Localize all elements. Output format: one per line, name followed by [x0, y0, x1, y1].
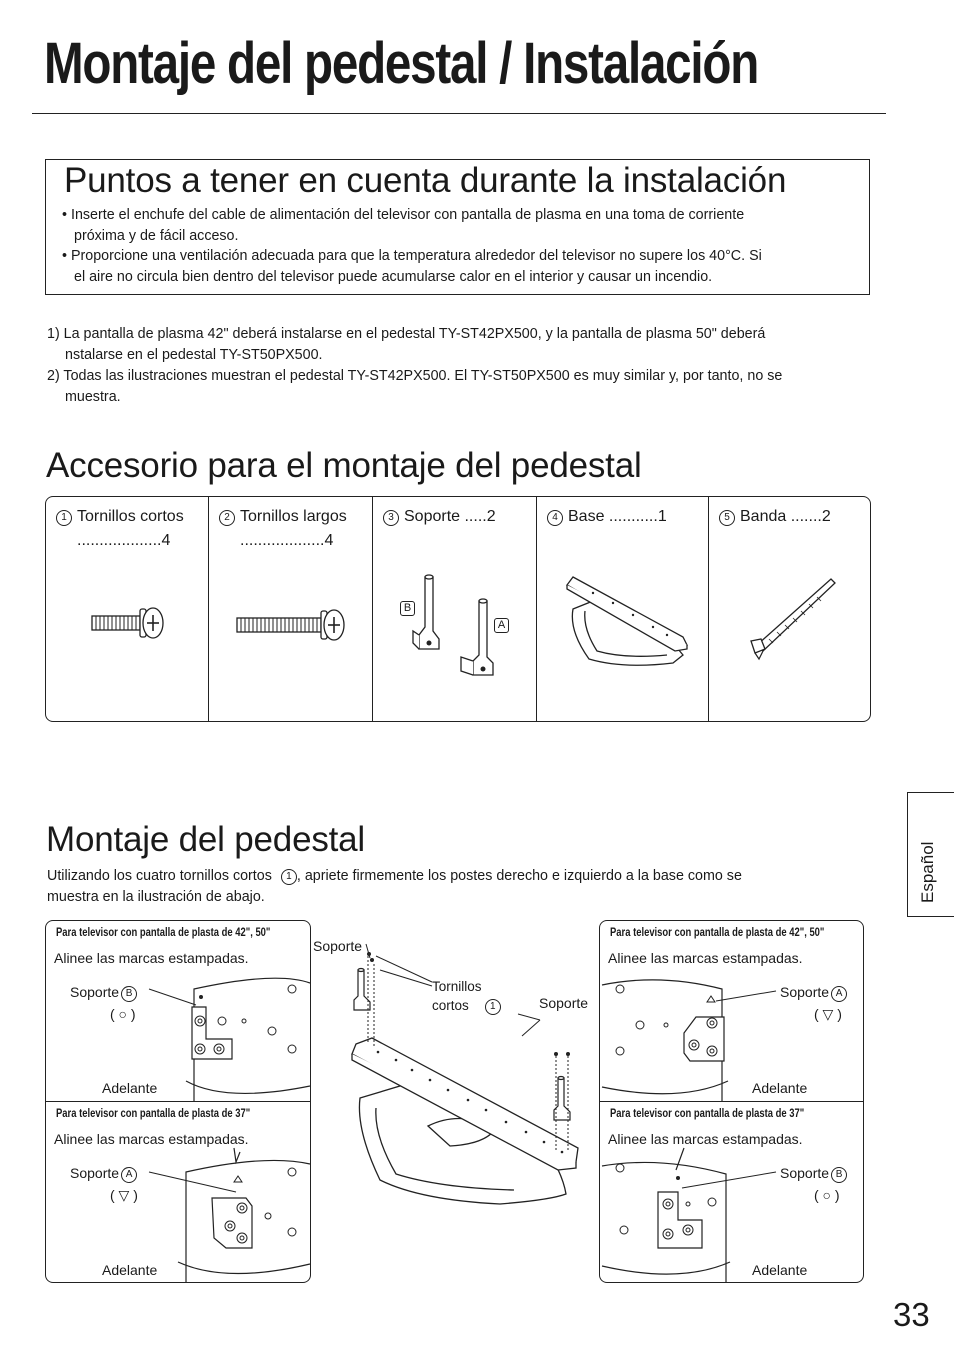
soporte-label: Soporte A [780, 984, 852, 1002]
inset-title: Para televisor con pantalla de plasta de 42", 50" [610, 927, 825, 939]
notes-bullet-2-line1: • Proporcione una ventilación adecuada para que la temperatura alrededor del televisor no supere los 40°C. Si [62, 248, 762, 264]
notes-bullet-2 [62, 246, 762, 288]
accessory-qty: ...................4 [77, 532, 171, 549]
numbered-note-1-line1: 1) La pantalla de plasma 42" deberá instalarse en el pedestal TY-ST42PX500, y la pantalla de plasma 50" deberá [47, 326, 766, 342]
mark-a-badge: A [494, 618, 509, 633]
center-tornillos-label: Tornillos [432, 979, 482, 994]
inset-42-50-left [45, 920, 311, 1102]
center-cortos-label: cortos 1 [432, 998, 506, 1015]
item-number-badge: 2 [219, 510, 235, 526]
accessory-label [219, 505, 347, 553]
assembly-intro [47, 866, 742, 908]
item-number-badge: 1 [56, 510, 72, 526]
center-soporte-right-label: Soporte [539, 995, 589, 1011]
numbered-note-2-line1: 2) Todas las ilustraciones muestran el pedestal TY-ST42PX500. El TY-ST50PX500 es muy similar y, por tanto, no se [47, 368, 783, 384]
bracket-posts-icon [413, 573, 503, 683]
numbered-note-1 [47, 324, 765, 366]
item-number-badge: 5 [719, 510, 735, 526]
alignment-detail-icon [600, 1102, 865, 1283]
notes-bullet-2-line2: el aire no circula bien dentro del televisor puede acumularse calor en el interior y causar un incendio. [74, 269, 713, 285]
base-plate-icon [563, 571, 693, 671]
accessory-label [56, 505, 184, 553]
notes-heading: Puntos a tener en cuenta durante la instalación [64, 161, 787, 200]
numbered-note-1-line2: nstalarse en el pedestal TY-ST50PX500. [65, 347, 323, 363]
notes-bullet-1-line1: • Inserte el enchufe del cable de alimentación del televisor con pantalla de plasma en una toma de corriente [62, 207, 745, 223]
numbered-note-2 [47, 366, 782, 408]
item-number-badge: 3 [383, 510, 399, 526]
accessory-label [547, 505, 667, 529]
installation-notes-box [45, 159, 870, 295]
pedestal-assembly-illustration [300, 930, 600, 1220]
mark-b-badge: B [400, 601, 415, 616]
assembly-intro-text-b: , apriete firmemente los postes derecho e izquierdo a la base como se [296, 868, 742, 884]
page-title: Montaje del pedestal / Instalación [44, 31, 759, 96]
mark-symbol: ( ▽ ) [110, 1187, 138, 1203]
inset-subtitle: Alinee las marcas estampadas. [608, 950, 803, 966]
inset-subtitle: Alinee las marcas estampadas. [54, 1131, 249, 1147]
inset-title: Para televisor con pantalla de plasta de 42", 50" [56, 927, 271, 939]
mark-a-badge: A [121, 1167, 137, 1183]
notes-bullet-1 [62, 205, 744, 247]
inset-title: Para televisor con pantalla de plasta de 37" [56, 1108, 251, 1120]
alignment-detail-icon [600, 921, 865, 1103]
front-label: Adelante [102, 1262, 158, 1278]
front-label: Adelante [752, 1262, 808, 1278]
alignment-detail-icon [46, 1102, 312, 1283]
short-screw-icon [90, 605, 170, 641]
accessory-long-screws [209, 497, 373, 721]
inset-subtitle: Alinee las marcas estampadas. [54, 950, 249, 966]
inset-title: Para televisor con pantalla de plasta de 37" [610, 1108, 805, 1120]
inset-37-left [45, 1102, 311, 1283]
alignment-detail-icon [46, 921, 312, 1103]
inset-42-50-right [599, 920, 864, 1102]
cable-tie-icon [749, 573, 839, 663]
front-label: Adelante [102, 1080, 158, 1096]
numbered-note-2-line2: muestra. [65, 389, 121, 405]
inset-37-right [599, 1102, 864, 1283]
accessory-name: Base ...........1 [568, 508, 667, 525]
accessory-brackets [373, 497, 537, 721]
soporte-label: Soporte B [70, 984, 142, 1002]
accessories-table [45, 496, 871, 722]
page-number: 33 [893, 1296, 930, 1333]
soporte-label: Soporte B [780, 1165, 852, 1183]
item-number-badge: 4 [547, 510, 563, 526]
accessory-label [719, 505, 831, 529]
inset-subtitle: Alinee las marcas estampadas. [608, 1131, 803, 1147]
accessory-base [537, 497, 709, 721]
center-soporte-label: Soporte [313, 938, 363, 954]
title-divider [32, 113, 886, 114]
mark-symbol: ( ○ ) [110, 1006, 136, 1022]
accessory-name: Tornillos cortos [77, 508, 184, 525]
assembly-heading: Montaje del pedestal [46, 820, 365, 859]
accessory-qty: ...................4 [240, 532, 334, 549]
language-tab-label: Español [918, 841, 937, 903]
notes-bullet-1-line2: próxima y de fácil acceso. [74, 228, 239, 244]
mark-symbol: ( ○ ) [814, 1187, 840, 1203]
front-label: Adelante [752, 1080, 808, 1096]
accessory-name: Tornillos largos [240, 508, 347, 525]
accessory-band [709, 497, 870, 721]
language-tab [907, 792, 954, 917]
long-screw-icon [235, 607, 355, 643]
accessory-name: Soporte .....2 [404, 508, 496, 525]
assembly-intro-text-a: Utilizando los cuatro tornillos cortos [47, 868, 272, 884]
item-number-badge: 1 [485, 999, 501, 1015]
item-number-badge: 1 [281, 869, 297, 885]
mark-b-badge: B [831, 1167, 847, 1183]
mark-symbol: ( ▽ ) [814, 1006, 842, 1022]
assembly-intro-line2: muestra en la ilustración de abajo. [47, 889, 265, 905]
mark-a-badge: A [831, 986, 847, 1002]
accessories-heading: Accesorio para el montaje del pedestal [46, 446, 642, 485]
accessory-short-screws [46, 497, 209, 721]
accessory-name: Banda .......2 [740, 508, 831, 525]
mark-b-badge: B [121, 986, 137, 1002]
soporte-label: Soporte A [70, 1165, 142, 1183]
accessory-label [383, 505, 496, 529]
